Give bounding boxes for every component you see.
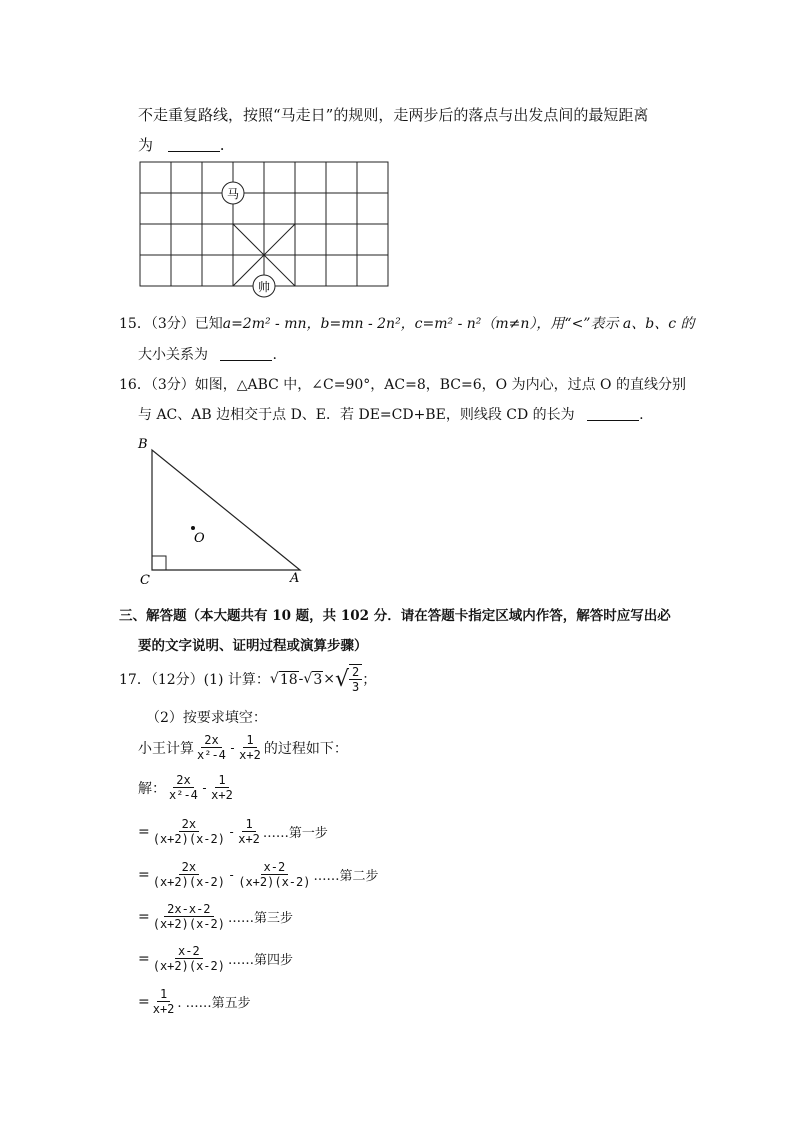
- label-c: C: [140, 573, 150, 588]
- step-2-label: ……第二步: [313, 869, 379, 884]
- minus-sign: -: [227, 867, 236, 882]
- equals-sign: =: [138, 823, 150, 840]
- q15-text: a=2m² - mn，b=mn - 2n²，c=m² - n²（m≠n），用“<”表示 a、b、c 的: [222, 316, 695, 332]
- fraction-xm2-over-product: $\frac{x-2}{(x+2)(x-2)}$: [152, 944, 225, 973]
- fraction-1-over-xp2: $\frac{1}{x+2}$: [239, 733, 261, 762]
- answer-blank-q14[interactable]: [168, 139, 220, 152]
- q14-line2: [138, 134, 225, 155]
- q15-line2: [138, 344, 277, 364]
- q17-intro: [138, 733, 348, 762]
- sqrt-3: 3: [313, 671, 323, 688]
- q16-line2: [138, 404, 644, 424]
- sqrt-symbol: √: [269, 671, 279, 687]
- q16-prompt: 与 AC、AB 边相交于点 D、E．若 DE=CD+BE，则线段 CD 的长为: [138, 407, 575, 423]
- minus-sign: -: [298, 671, 304, 687]
- chess-board-figure: [136, 158, 396, 298]
- equals-sign: =: [138, 866, 150, 883]
- sqrt-18: 18: [279, 671, 298, 688]
- section3-heading-line2: 要的文字说明、证明过程或演算步骤）: [138, 638, 368, 654]
- minus-sign: -: [228, 740, 237, 755]
- step-1-label: ……第一步: [262, 826, 328, 841]
- right-angle-mark: [152, 556, 166, 570]
- fraction-combined-numerator: $\frac{2x-x-2}{(x+2)(x-2)}$: [152, 902, 225, 931]
- q15-prompt: 大小关系为: [138, 347, 208, 363]
- q14-prefix: 为: [138, 136, 154, 154]
- marshal-label: 帅: [257, 280, 271, 294]
- step-4-label: ……第四步: [227, 953, 293, 968]
- q16-line1: 16．（3分）如图，△ABC 中，∠C=90°，AC=8，BC=6，O 为内心，过点 O 的直线分别: [119, 377, 686, 393]
- fraction-xm2-over-product: $\frac{x-2}{(x+2)(x-2)}$: [238, 860, 311, 889]
- step-5: [138, 987, 251, 1016]
- step-3-label: ……第三步: [227, 911, 293, 926]
- step-4: [138, 944, 293, 973]
- solution-line: [138, 773, 236, 802]
- equals-sign: =: [138, 950, 150, 967]
- section3-heading-line1: 三、解答题（本大题共有 10 题，共 102 分．请在答题卡指定区域内作答，解答时应写出必: [119, 608, 671, 624]
- q17-part2-label: （2）按要求填空：: [146, 710, 267, 726]
- q14-suffix: .: [219, 136, 225, 154]
- q14-line1: 不走重复路线，按照“马走日”的规则，走两步后的落点与出发点间的最短距离: [138, 106, 649, 124]
- fraction-2x-over-x2m4: $\frac{2x}{\text{x²-4}}$: [197, 733, 226, 762]
- equals-sign: =: [138, 993, 150, 1010]
- fraction-1-over-xp2: $\frac{1}{x+2}$: [211, 773, 233, 802]
- step-2: [138, 860, 378, 889]
- sqrt-symbol: √: [303, 671, 313, 687]
- semicolon: ；: [362, 672, 377, 688]
- triangle-abc: [152, 450, 300, 570]
- label-o: O: [194, 531, 205, 546]
- q16-end: .: [639, 407, 644, 423]
- label-a: A: [290, 571, 300, 586]
- step-5-label: . ……第五步: [177, 996, 251, 1011]
- q15-line1: [119, 313, 695, 333]
- q17-part1: [119, 664, 376, 694]
- step-1: [138, 817, 328, 846]
- minus-sign: -: [227, 824, 236, 839]
- q15-end: .: [272, 347, 277, 363]
- fraction-two-thirds: $\frac{2}{3}$: [349, 664, 362, 694]
- fraction-2x-over-product: $\frac{2x}{(x+2)(x-2)}$: [152, 817, 225, 846]
- equals-sign: =: [138, 908, 150, 925]
- label-b: B: [138, 437, 148, 452]
- triangle-figure: [132, 432, 312, 590]
- sqrt-symbol: √: [334, 666, 350, 692]
- horse-label: 马: [226, 187, 240, 201]
- fraction-2x-over-x2m4: $\frac{2x}{\text{x²-4}}$: [169, 773, 198, 802]
- answer-blank-q16[interactable]: [587, 408, 639, 421]
- minus-sign: -: [200, 780, 209, 795]
- step-3: [138, 902, 293, 931]
- answer-blank-q15[interactable]: [220, 348, 272, 361]
- fraction-1-over-xp2: $\frac{1}{x+2}$: [152, 987, 175, 1016]
- fraction-1-over-xp2: $\frac{1}{x+2}$: [238, 817, 260, 846]
- intro-pre: 小王计算: [138, 740, 194, 757]
- solution-label: 解：: [138, 780, 166, 797]
- times-sign: ×: [323, 671, 335, 687]
- q17-head: 17．（12分）(1) 计算：: [119, 672, 270, 688]
- fraction-2x-over-product: $\frac{2x}{(x+2)(x-2)}$: [152, 860, 225, 889]
- q15-number: 15．（3分）已知: [119, 316, 223, 332]
- intro-post: 的过程如下：: [263, 740, 348, 757]
- incenter-point: [191, 526, 195, 530]
